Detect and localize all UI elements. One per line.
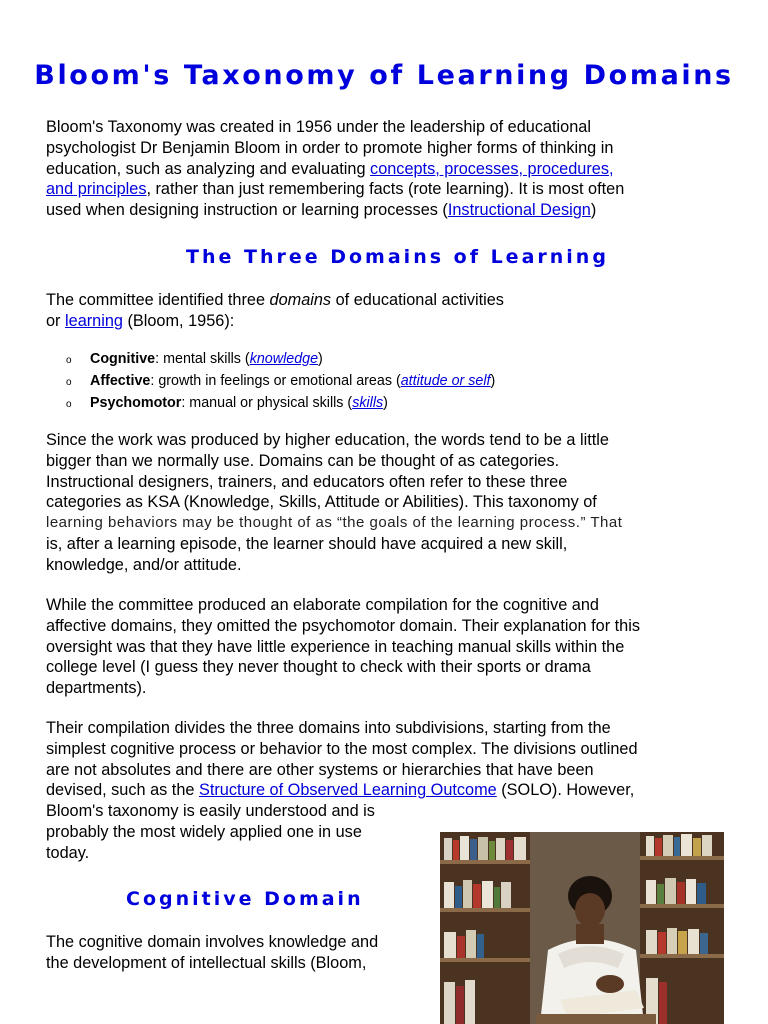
intro-text: education, such as analyzing and evaluating — [46, 159, 371, 178]
since-line: knowledge, and/or attitude. — [46, 555, 242, 574]
domain-name: Affective — [90, 373, 151, 389]
bullet-icon: o — [66, 399, 72, 410]
domain-end: ) — [490, 373, 496, 389]
domain-name: Psychomotor — [90, 395, 182, 411]
domain-desc: : manual or physical skills ( — [181, 395, 353, 411]
intro-line — [46, 179, 736, 200]
domain-end: ) — [383, 395, 388, 411]
domain-desc: : mental skills ( — [155, 351, 250, 367]
since-line: categories as KSA (Knowledge, Skills, Attitude or Abilities). This taxonomy of — [46, 493, 597, 512]
intro-text: , rather than just remembering facts (rote learning). It is most often — [146, 180, 625, 199]
intro-line: Bloom's Taxonomy was created in 1956 under the leadership of educational — [46, 118, 591, 136]
section-heading-cognitive: Cognitive Domain — [126, 888, 364, 910]
compilation-text: devised, such as the — [46, 781, 199, 800]
intro-line — [46, 159, 736, 180]
intro-line: psychologist Dr Benjamin Bloom in order to promote higher forms of thinking in — [46, 138, 614, 157]
committee-text: (Bloom, 1956): — [122, 311, 235, 330]
knowledge-link[interactable]: knowledge — [249, 351, 319, 367]
compilation-line: Their compilation divides the three domains into subdivisions, starting from the — [46, 719, 611, 737]
since-line: learning behaviors may be thought of as “the goals of the learning process.” That — [46, 514, 623, 532]
while-line: oversight was that they have little experience in teaching manual skills within the — [46, 637, 625, 656]
since-line: Instructional designers, trainers, and educators often refer to these three — [46, 472, 568, 491]
while-line: affective domains, they omitted the psychomotor domain. Their explanation for this — [46, 616, 640, 635]
domains-list — [66, 349, 495, 415]
while-line: departments). — [46, 679, 147, 698]
committee-line — [46, 311, 736, 332]
domain-desc: : growth in feelings or emotional areas ( — [150, 373, 401, 389]
concepts-link[interactable]: concepts, processes, procedures, — [370, 159, 614, 178]
page-title: Bloom's Taxonomy of Learning Domains — [34, 60, 734, 91]
intro-paragraph — [46, 117, 736, 221]
while-line: college level (I guess they never thought to check with their sports or drama — [46, 658, 591, 677]
compilation-line: Bloom's taxonomy is easily understood and is — [46, 802, 375, 821]
intro-line — [46, 200, 736, 221]
cognitive-line: The cognitive domain involves knowledge and — [46, 933, 379, 951]
cognitive-line: the development of intellectual skills (Bloom, — [46, 953, 367, 972]
list-item-psychomotor — [66, 393, 495, 415]
while-line: While the committee produced an elaborate compilation for the cognitive and — [46, 596, 599, 614]
attitude-link[interactable]: attitude or self — [400, 373, 491, 389]
learning-link[interactable]: learning — [65, 311, 123, 330]
solo-link[interactable]: Structure of Observed Learning Outcome — [198, 781, 497, 800]
bullet-icon: o — [66, 355, 72, 366]
intro-text: ) — [590, 201, 597, 220]
committee-line — [46, 290, 736, 311]
domains-emphasis: domains — [269, 291, 332, 309]
compilation-line: today. — [46, 843, 90, 862]
list-item-cognitive — [66, 349, 495, 371]
since-line: is, after a learning episode, the learner should have acquired a new skill, — [46, 534, 568, 553]
intro-text: used when designing instruction or learning processes ( — [46, 201, 448, 220]
while-paragraph — [46, 595, 736, 699]
library-photo-illustration — [440, 832, 724, 1024]
compilation-text: (SOLO). However, — [496, 781, 635, 800]
committee-text: or — [46, 311, 66, 330]
compilation-line: simplest cognitive process or behavior to the most complex. The divisions outlined — [46, 739, 638, 758]
committee-text: The committee identified three — [46, 291, 270, 309]
committee-paragraph — [46, 290, 736, 332]
compilation-line: are not absolutes and there are other systems or hierarchies that have been — [46, 760, 594, 779]
since-paragraph — [46, 430, 736, 576]
compilation-line — [46, 780, 736, 801]
compilation-line: probably the most widely applied one in use — [46, 822, 362, 841]
committee-text: of educational activities — [331, 291, 504, 309]
section-heading-three-domains: The Three Domains of Learning — [186, 246, 609, 268]
concepts-link-continued[interactable]: and principles — [46, 180, 147, 199]
instructional-design-link[interactable]: Instructional Design — [447, 201, 591, 220]
skills-link[interactable]: skills — [352, 395, 384, 411]
since-line: bigger than we normally use. Domains can be thought of as categories. — [46, 451, 560, 470]
bullet-icon: o — [66, 377, 72, 388]
list-item-affective — [66, 371, 495, 393]
domain-name: Cognitive — [90, 351, 156, 367]
since-line: Since the work was produced by higher education, the words tend to be a little — [46, 431, 609, 449]
student-studying-photo — [440, 832, 724, 1024]
cognitive-paragraph — [46, 932, 426, 974]
domain-end: ) — [318, 351, 323, 367]
